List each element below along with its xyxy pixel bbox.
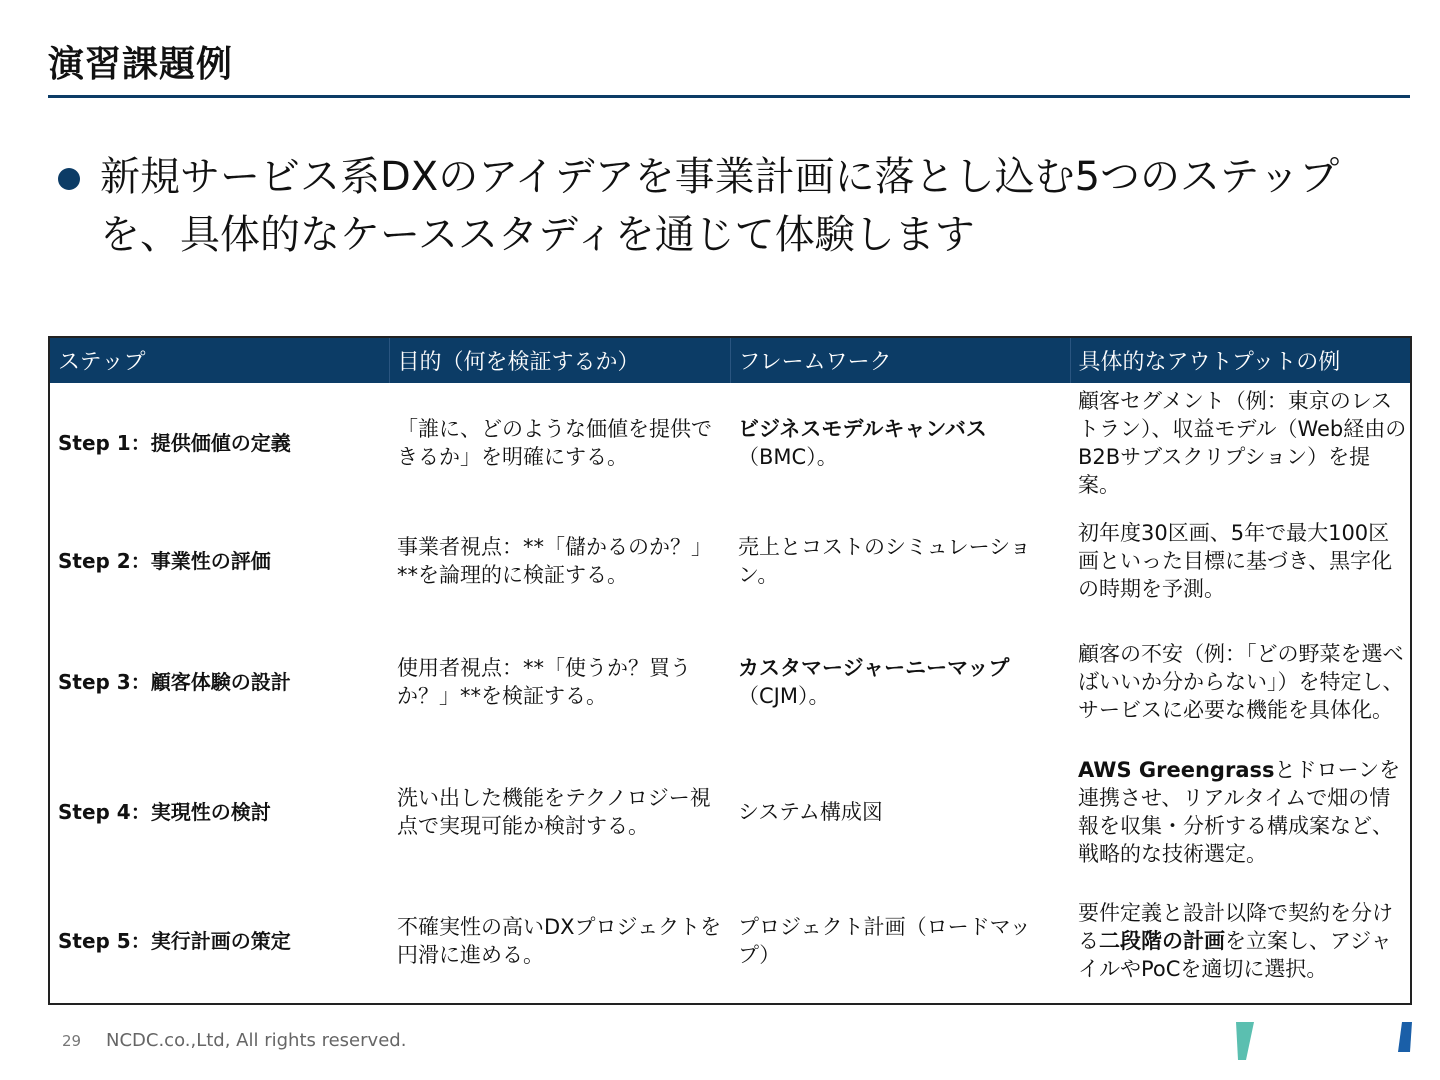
output-cell [1070, 879, 1411, 1004]
output-text-tail: とドローンを連携させ、リアルタイムで畑の情報を収集・分析する構成案など、戦略的な技術選定。 [1078, 758, 1401, 866]
step-cell: Step 1：提供価値の定義 [58, 431, 291, 455]
framework-bold: カスタマージャーニーマップ [738, 656, 1010, 680]
framework-text: （BMC）。 [738, 445, 838, 469]
purpose-cell: 使用者視点：**「使うか？買うか？」**を検証する。 [397, 656, 691, 708]
logo-teal-stripe [1236, 1022, 1254, 1060]
output-bold: AWS Greengrass [1078, 758, 1275, 782]
page-number: 29 [62, 1032, 82, 1050]
header-step: ステップ [49, 337, 389, 383]
step-cell: Step 2：事業性の評価 [58, 549, 271, 573]
step-cell: Step 3：顧客体験の設計 [58, 670, 291, 694]
output-cell [1070, 503, 1411, 619]
output-text-tail: を立案し、アジャイルやPoCを適切に選択。 [1078, 929, 1392, 981]
framework-cell [730, 745, 1070, 879]
output-text: 顧客の不安（例：「どの野菜を選べばいいか分からない」）を特定し、サービスに必要な機能を具体化。 [1078, 642, 1404, 722]
intro-bullet [58, 148, 1408, 264]
framework-cell [730, 383, 1070, 503]
page-title: 演習課題例 [48, 44, 234, 85]
copyright-text: NCDC.co.,Ltd, All rights reserved. [106, 1030, 407, 1051]
table-header-row [49, 337, 1411, 383]
header-purpose: 目的（何を検証するか） [389, 337, 730, 383]
table-row [49, 619, 1411, 745]
table-row [49, 503, 1411, 619]
framework-cell [730, 879, 1070, 1004]
output-text: 初年度30区画、5年で最大100区画といった目標に基づき、黒字化の時期を予測。 [1078, 521, 1393, 601]
output-text: 顧客セグメント（例：東京のレストラン）、収益モデル（Web経由のB2Bサブスクリプション）を提案。 [1078, 389, 1407, 497]
purpose-cell: 洗い出した機能をテクノロジー視点で実現可能か検討する。 [397, 786, 711, 838]
output-bold: 二段階の計画 [1099, 929, 1225, 953]
framework-text: プロジェクト計画（ロードマップ） [738, 915, 1031, 967]
output-text: 要件定義と設計以降で契約を分ける [1078, 901, 1393, 953]
output-cell [1070, 745, 1411, 879]
purpose-cell: 不確実性の高いDXプロジェクトを円滑に進める。 [397, 915, 722, 967]
table-row [49, 383, 1411, 503]
header-framework: フレームワーク [730, 337, 1070, 383]
purpose-cell: 「誰に、どのような価値を提供できるか」を明確にする。 [397, 417, 712, 469]
logo-blue-stripe [1398, 1022, 1412, 1052]
header-output: 具体的なアウトプットの例 [1070, 337, 1411, 383]
steps-table [48, 336, 1412, 1005]
framework-cell [730, 503, 1070, 619]
step-cell: Step 4：実現性の検討 [58, 800, 271, 824]
step-cell: Step 5：実行計画の策定 [58, 929, 291, 953]
framework-text: 売上とコストのシミュレーション。 [738, 535, 1031, 587]
title-divider [48, 95, 1410, 98]
framework-text: （CJM）。 [738, 684, 830, 708]
table-row [49, 745, 1411, 879]
intro-text: 新規サービス系DXのアイデアを事業計画に落とし込む5つのステップを、具体的なケーススタディを通じて体験します [100, 154, 1340, 258]
framework-bold: ビジネスモデルキャンバス [738, 417, 987, 441]
bullet-dot-icon [58, 168, 80, 190]
output-cell [1070, 383, 1411, 503]
framework-text: システム構成図 [738, 800, 883, 824]
output-cell [1070, 619, 1411, 745]
framework-cell [730, 619, 1070, 745]
purpose-cell: 事業者視点：**「儲かるのか？」**を論理的に検証する。 [397, 535, 712, 587]
company-logo-icon [1234, 1022, 1414, 1062]
table-row [49, 879, 1411, 1004]
